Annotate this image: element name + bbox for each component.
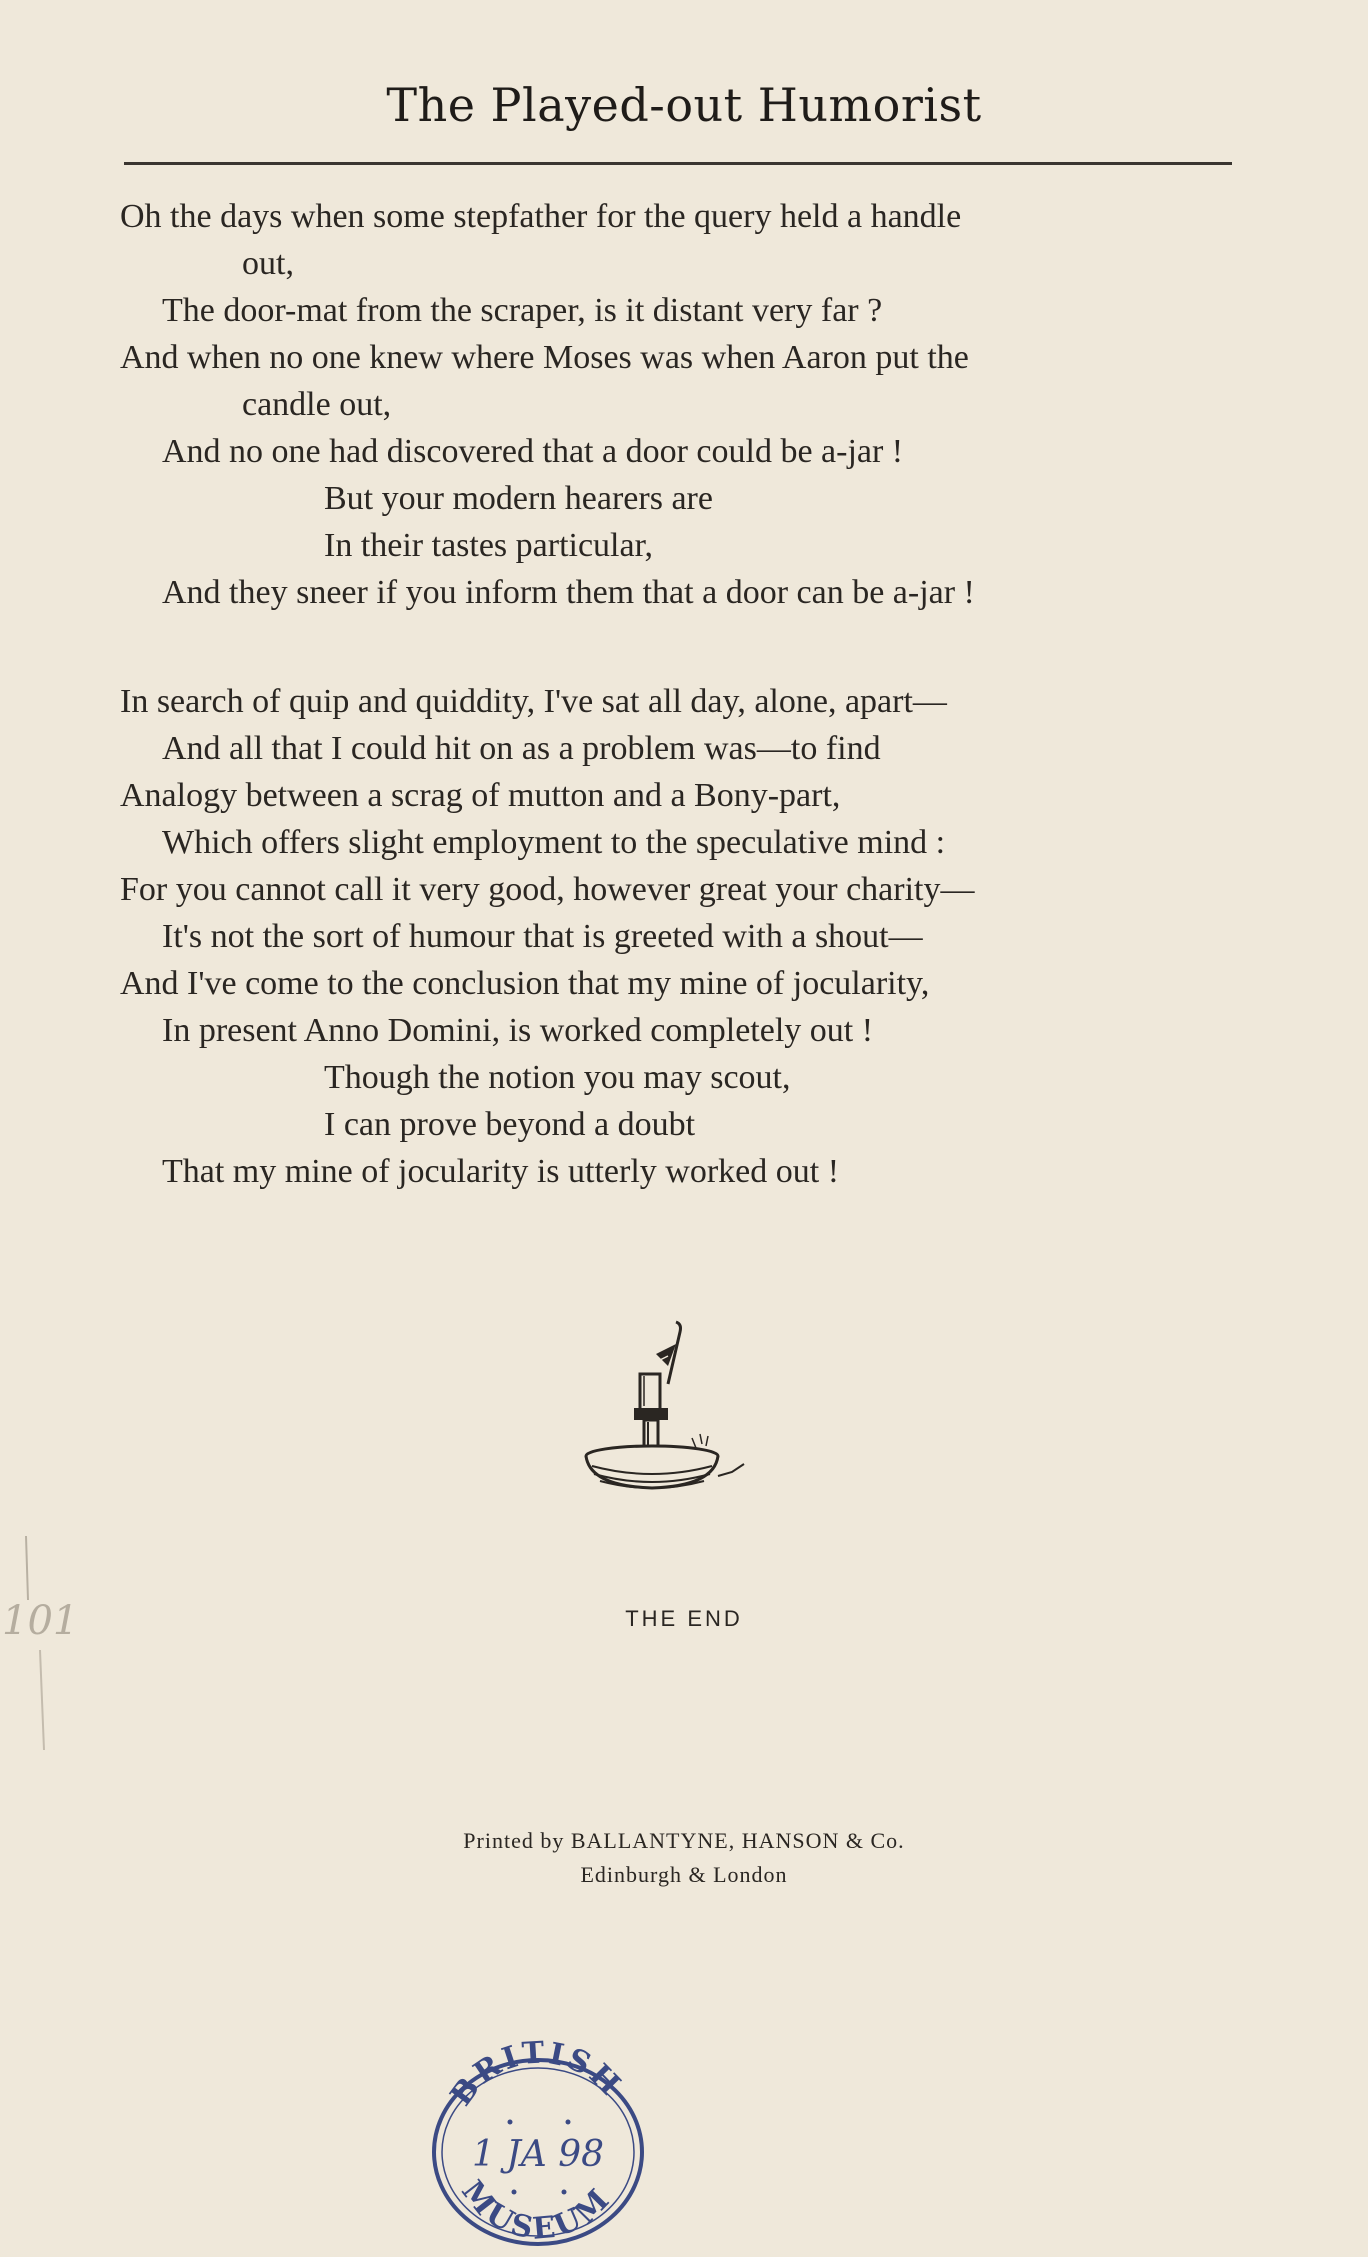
- verse-line: For you cannot call it very good, however great your charity—: [120, 871, 975, 908]
- verse-line: In search of quip and quiddity, I've sat all day, alone, apart—: [120, 683, 947, 720]
- verse-line: And I've come to the conclusion that my mine of jocularity,: [120, 965, 930, 1002]
- stamp-top-text: BRITISH: [443, 2040, 629, 2113]
- verse-line: In their tastes particular,: [324, 527, 654, 564]
- stamp-bottom-text: MUSEUM: [454, 2174, 619, 2247]
- verse-line: In present Anno Domini, is worked completely out !: [162, 1012, 874, 1049]
- verse-line: It's not the sort of humour that is greeted with a shout—: [162, 918, 923, 955]
- imprint-line-2: Edinburgh & London: [580, 1862, 788, 1887]
- verse-line: Though the notion you may scout,: [324, 1059, 791, 1096]
- stanza-1: [120, 193, 1260, 616]
- verse-line: And they sneer if you inform them that a door can be a-jar !: [162, 574, 975, 611]
- verse-line: Which offers slight employment to the speculative mind :: [162, 824, 946, 861]
- header-rule: [124, 162, 1232, 165]
- verse-line: And no one had discovered that a door could be a-jar !: [162, 433, 904, 470]
- margin-pencil-mark: [0, 1530, 120, 1760]
- stamp-date: 1 JA 98: [471, 2134, 605, 2175]
- stanza-2: [120, 678, 1260, 1195]
- verse-line: And all that I could hit on as a problem was—to find: [162, 730, 881, 767]
- verse-line: That my mine of jocularity is utterly worked out !: [162, 1153, 840, 1190]
- verse-line: I can prove beyond a doubt: [324, 1106, 696, 1143]
- verse-line: And when no one knew where Moses was when Aaron put the: [120, 339, 969, 376]
- page-header: The Played-out Humorist: [386, 78, 982, 132]
- the-end: THE END: [625, 1606, 743, 1631]
- verse-line: Oh the days when some stepfather for the query held a handle: [120, 198, 962, 235]
- library-stamp: [418, 2040, 658, 2250]
- verse-line: candle out,: [242, 386, 392, 423]
- imprint-line-1: Printed by BALLANTYNE, HANSON & Co.: [463, 1828, 905, 1853]
- verse-line: Analogy between a scrag of mutton and a Bony-part,: [120, 777, 841, 814]
- verse-line: out,: [242, 245, 294, 282]
- margin-note: 101: [2, 1598, 79, 1644]
- verse-line: The door-mat from the scraper, is it distant very far ?: [162, 292, 883, 329]
- snuffed-candle-icon: [572, 1316, 772, 1526]
- verse-line: But your modern hearers are: [324, 480, 713, 517]
